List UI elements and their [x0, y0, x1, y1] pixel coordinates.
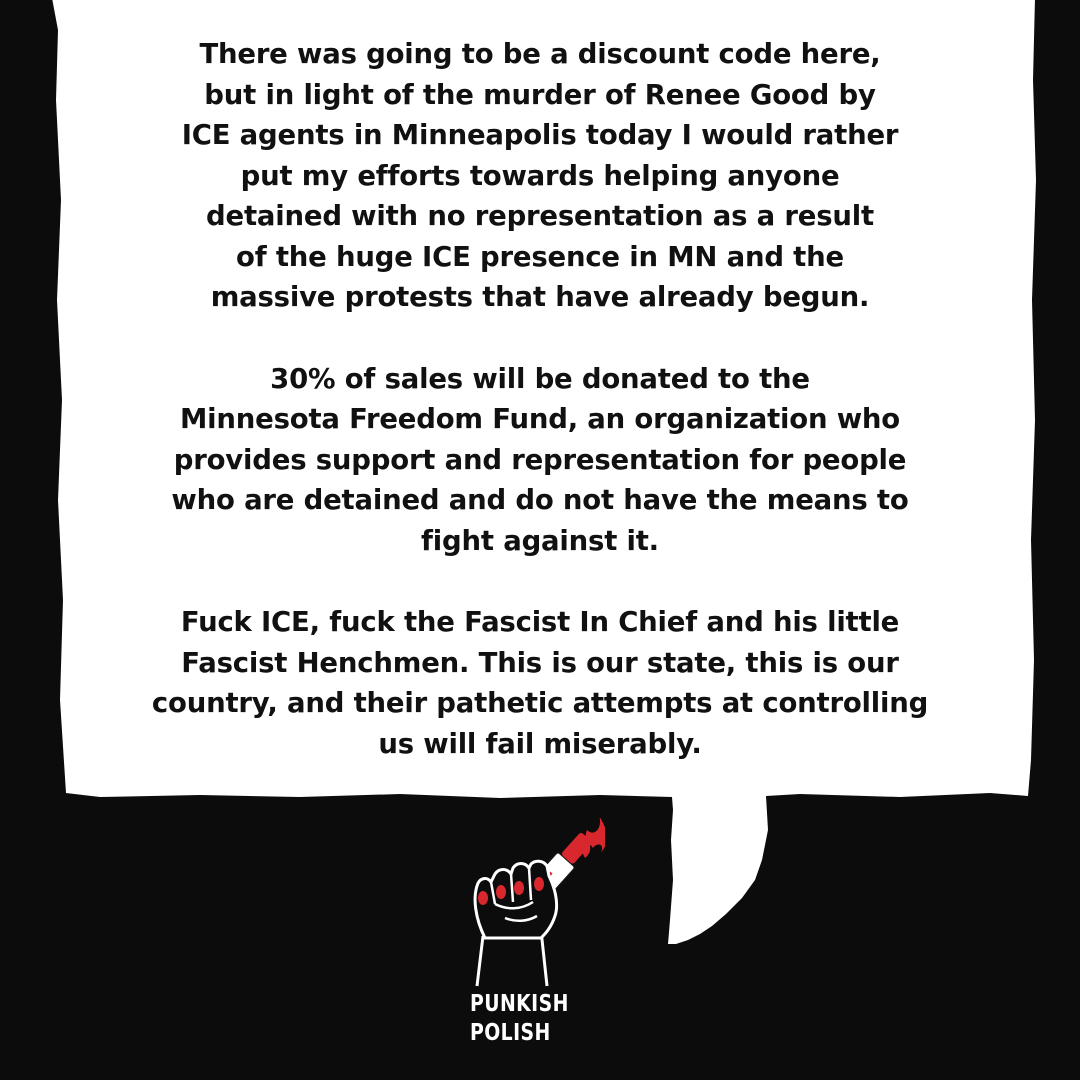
message-line: provides support and representation for people — [173, 443, 907, 476]
message-line: put my efforts towards helping anyone — [240, 159, 840, 192]
paragraph-discount-notice — [95, 34, 985, 318]
message-line: There was going to be a discount code here, — [199, 38, 881, 70]
punkish-polish-logo — [455, 818, 605, 1058]
announcement-message — [95, 34, 985, 764]
message-line: Fuck ICE, fuck the Fascist In Chief and his little — [180, 606, 900, 638]
message-line: country, and their pathetic attempts at controlling — [151, 687, 929, 719]
brand-line-2: POLISH — [470, 1020, 551, 1046]
fist-holding-nail-polish-icon — [455, 818, 605, 988]
message-line: but in light of the murder of Renee Good by — [204, 78, 876, 111]
message-line: us will fail miserably. — [378, 727, 702, 760]
paragraph-donation — [95, 359, 985, 562]
brand-wordmark — [470, 990, 577, 1048]
message-line: ICE agents in Minneapolis today I would rather — [181, 119, 899, 151]
message-line: who are detained and do not have the means to — [171, 484, 909, 516]
message-line: Minnesota Freedom Fund, an organization who — [180, 403, 900, 435]
message-line: Fascist Henchmen. This is our state, this is our — [181, 646, 899, 679]
message-line: of the huge ICE presence in MN and the — [236, 240, 844, 273]
message-line: 30% of sales will be donated to the — [270, 362, 810, 395]
message-line: fight against it. — [421, 524, 659, 557]
message-line: massive protests that have already begun. — [210, 281, 870, 313]
message-line: detained with no representation as a result — [206, 200, 874, 232]
paragraph-statement — [95, 602, 985, 764]
brand-line-1: PUNKISH — [470, 991, 569, 1017]
